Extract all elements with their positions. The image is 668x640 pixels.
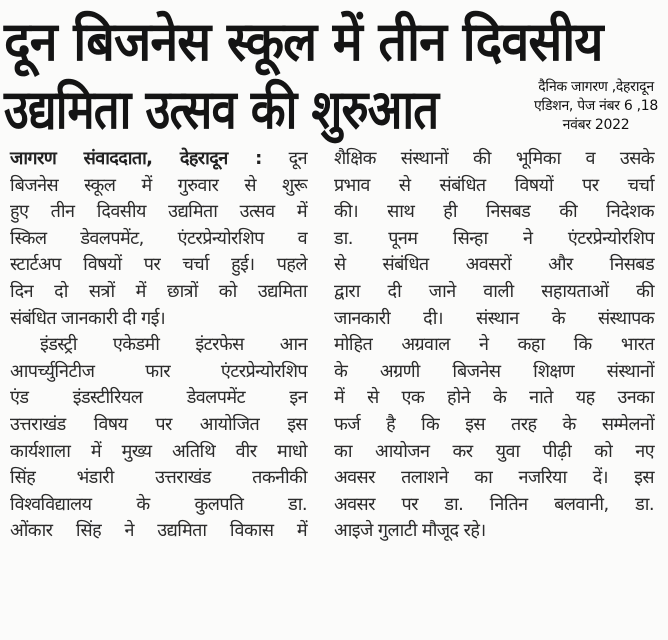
article-line: उत्तराखंड विषय पर आयोजित इस: [10, 413, 307, 435]
article-line: डा. पूनम सिन्हा ने एंटरप्रेन्योरशिप: [334, 227, 654, 249]
article-line: के अग्रणी बिजनेस शिक्षण संस्थानों: [334, 360, 654, 382]
article-line: की। साथ ही निसबड की निदेशक: [334, 201, 654, 223]
article-line: दिन दो सत्रों में छात्रों को उद्यमिता: [10, 280, 307, 302]
article-line: से संबंधित अवसरों और निसबड: [334, 254, 654, 276]
article-line: शैक्षिक संस्थानों की भूमिका व उसके: [334, 148, 654, 169]
article-line: स्किल डेवलपमेंट, एंटरप्रेन्योरशिप व: [10, 227, 307, 249]
headline-line-1: दून बिजनेस स्कूल में तीन दिवसीय: [4, 10, 603, 73]
article-line: स्टार्टअप विषयों पर चर्चा हुई। पहले: [10, 254, 307, 276]
article-line: संबंधित जानकारी दी गई।: [10, 307, 166, 329]
byline: जागरण संवाददाता, देहरादून :: [10, 148, 262, 169]
article-line: जागरण संवाददाता, देहरादून : दून: [10, 148, 307, 169]
headline-line-2: उद्यमिता उत्सव की शुरुआत: [4, 78, 439, 141]
article-line: विश्वविद्यालय के कुलपति डा.: [10, 493, 307, 515]
article-line: अवसर तलाशने का नजरिया दें। इस: [334, 467, 654, 489]
article-line: बिजनेस स्कूल में गुरुवार से शुरू: [10, 174, 307, 196]
article-line: प्रभाव से संबंधित विषयों पर चर्चा: [334, 174, 654, 196]
article-line: आइजे गुलाटी मौजूद रहे।: [334, 520, 486, 542]
article-line: हुए तीन दिवसीय उद्यमिता उत्सव में: [10, 201, 307, 223]
article-line: आपर्च्युनिटीज फार एंटरप्रेन्योरशिप: [10, 360, 307, 382]
article-line: द्वारा दी जाने वाली सहायताओं की: [334, 280, 654, 302]
source-line-2: एडिशन, पेज नंबर 6 ,18: [533, 98, 658, 114]
article-line: फर्ज है कि इस तरह के सम्मेलनों: [334, 413, 654, 435]
article-line: में से एक होने के नाते यह उनका: [334, 387, 654, 409]
article-line: मोहित अग्रवाल ने कहा कि भारत: [334, 334, 654, 356]
article-line: एंड इंडस्टीरियल डेवलपमेंट इन: [10, 387, 307, 409]
article-right-column: [334, 146, 654, 545]
article-line: का आयोजन कर युवा पीढ़ी को नए: [334, 440, 654, 462]
article-line: इंडस्ट्री एकेडमी इंटरफेस आन: [40, 334, 307, 356]
source-line-3: नवंबर 2022: [562, 117, 630, 133]
source-attribution: [524, 78, 668, 135]
article-line: सिंह भंडारी उत्तराखंड तकनीकी: [10, 467, 307, 489]
article-line: अवसर पर डा. नितिन बलवानी, डा.: [334, 493, 654, 515]
article-line: जानकारी दी। संस्थान के संस्थापक: [334, 307, 654, 329]
article-left-column: [10, 146, 307, 545]
article-line: ओंकार सिंह ने उद्यमिता विकास में: [10, 520, 307, 542]
source-line-1: दैनिक जागरण ,देहरादून: [538, 79, 654, 95]
article-line: कार्यशाला में मुख्य अतिथि वीर माधो: [10, 440, 307, 462]
